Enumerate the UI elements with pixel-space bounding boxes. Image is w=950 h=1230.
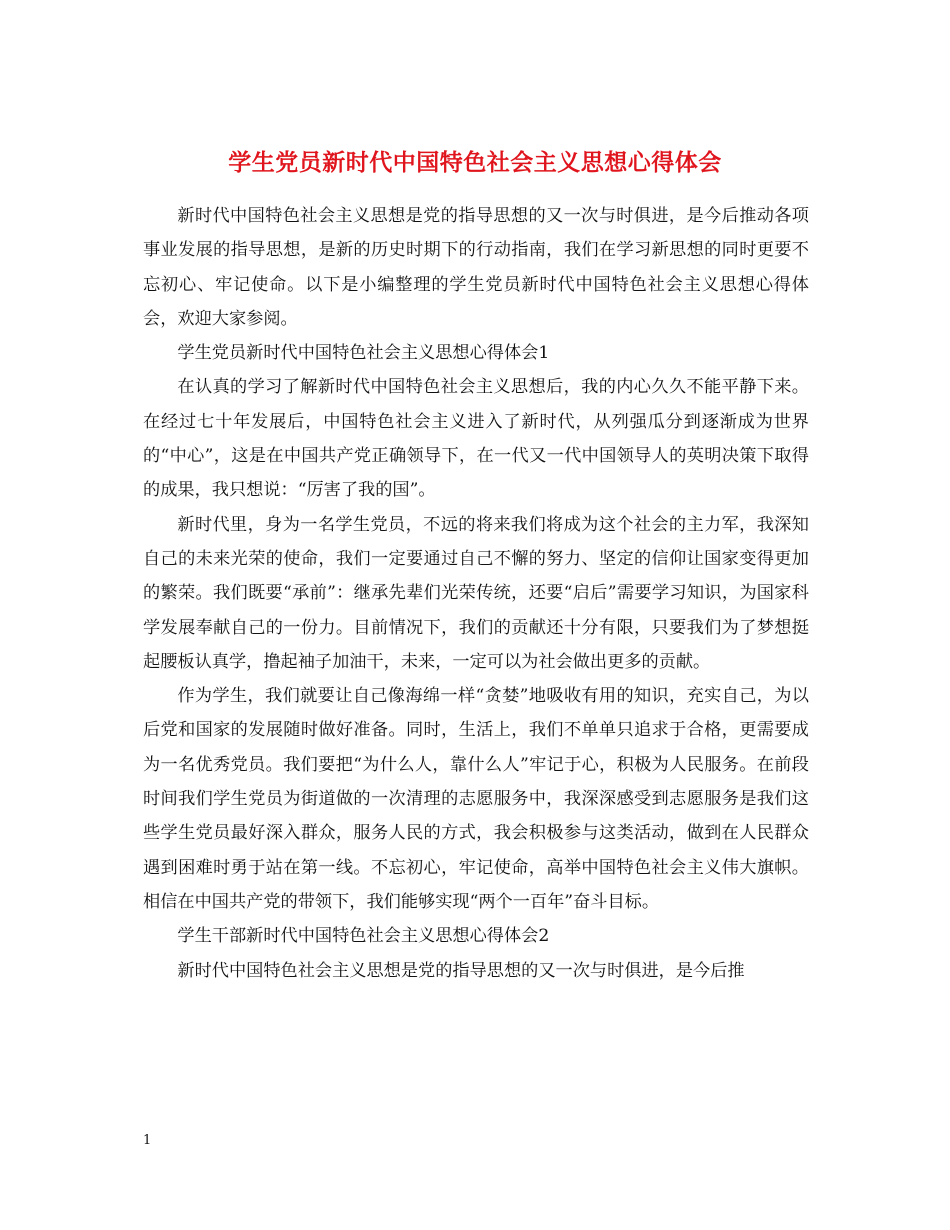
section-heading-1: 学生党员新时代中国特色社会主义思想心得体会1: [177, 343, 550, 364]
paragraph: 在认真的学习了解新时代中国特色社会主义思想后，我的内心久久不能平静下来。在经过七十年发展后，中国特色社会主义进入了新时代，从列强瓜分到逐渐成为世界的“中心”，这是在中国共产党正确领导下，在一代又一代中国领导人的英明决策下取得的成果，我只想说：“厉害了我的国”。: [143, 377, 809, 501]
page-number: 1: [143, 1133, 152, 1148]
document-title: 学生党员新时代中国特色社会主义思想心得体会: [228, 149, 722, 177]
paragraph: 新时代里，身为一名学生党员，不远的将来我们将成为这个社会的主力军，我深知自己的未来光荣的使命，我们一定要通过自己不懈的努力、坚定的信仰让国家变得更加的繁荣。我们既要“承前”：继承先辈们光荣传统，还要“启后”需要学习知识，为国家科学发展奉献自己的一份力。目前情况下，我们的贡献还十分有限，只要我们为了梦想挺起腰板认真学，撸起袖子加油干，未来，一定可以为社会做出更多的贡献。: [143, 514, 809, 672]
section-heading-2: 学生干部新时代中国特色社会主义思想心得体会2: [177, 926, 550, 947]
paragraph: 作为学生，我们就要让自己像海绵一样“贪婪”地吸收有用的知识，充实自己，为以后党和国家的发展随时做好准备。同时，生活上，我们不单单只追求于合格，更需要成为一名优秀党员。我们要把“为什么人，靠什么人”牢记于心，积极为人民服务。在前段时间我们学生党员为街道做的一次清理的志愿服务中，我深深感受到志愿服务是我们这些学生党员最好深入群众，服务人民的方式，我会积极参与这类活动，做到在人民群众遇到困难时勇于站在第一线。不忘初心，牢记使命，高举中国特色社会主义伟大旗帜。相信在中国共产党的带领下，我们能够实现“两个一百年”奋斗目标。: [143, 686, 809, 912]
paragraph-intro: 新时代中国特色社会主义思想是党的指导思想的又一次与时俱进，是今后推动各项事业发展的指导思想，是新的历史时期下的行动指南，我们在学习新思想的同时更要不忘初心、牢记使命。以下是小编整理的学生党员新时代中国特色社会主义思想心得体会，欢迎大家参阅。: [143, 206, 809, 329]
paragraph: 新时代中国特色社会主义思想是党的指导思想的又一次与时俱进，是今后推: [177, 960, 745, 981]
document-body: [143, 199, 809, 988]
